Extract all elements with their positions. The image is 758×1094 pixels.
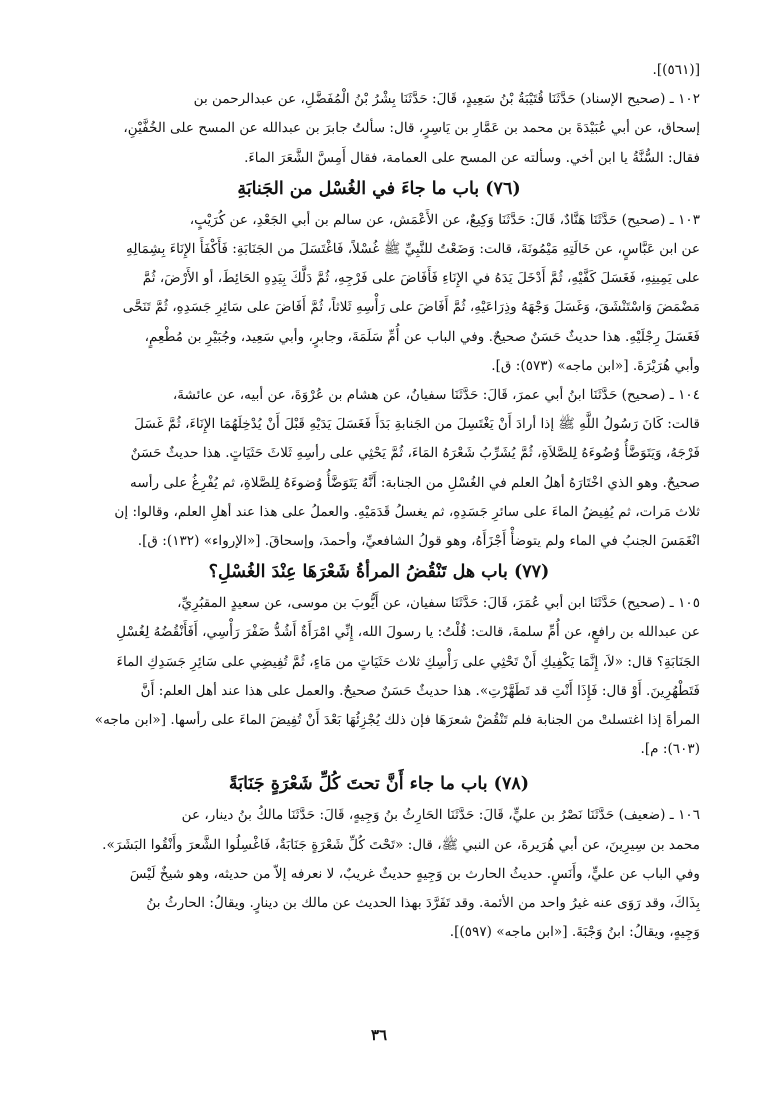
hadith-104-line-1: ١٠٤ ـ (صحيح) حَدَّثَنَا ابنُ أبي عمرَ، قَالَ: حَدَّثَنَا سفيانُ، عن هشام بن عُرْوَةَ، عن أبيه، عن عائشةَ،: [172, 387, 700, 404]
hadith-105-line-5: المرأةَ إذا اغتسلتْ من الجنابة فلم تَنْقُضْ شعرَهَا فإن ذلك يُجْزِئُهَا بَعْدَ أَنْ تُفِيضَ الماءَ على رأسها. [«ابن ماجه»: [94, 712, 700, 729]
hadith-103-line-1: ١٠٣ ـ (صحيح) حَدَّثَنَا هَنَّادٌ، قَالَ: حَدَّثَنَا وَكِيعٌ، عن الأَعْمَش، عن سالم بن أبي الجَعْدِ، عن كُرَيْبٍ،: [189, 211, 700, 228]
hadith-106-line-3: وفي الباب عن عليٍّ، وأَنَسٍ. حديثُ الحارث بن وَجِيهٍ حديثٌ غريبٌ، لا نعرفه إلاّ من حديثه، وهو شيخٌ لَيْسَ: [129, 865, 700, 882]
hadith-104-line-4: صحيحٌ. وهو الذي اخْتَارَهُ أهلُ العلم في الغُسْلِ من الجنابة: أَنَّهُ يَتَوَضَّأُ وُضوءَهُ لِلصَّلاةِ، ثم يُفْرِغُ على رأسه: [130, 474, 700, 491]
hadith-104-line-5: ثلاث مَرات، ثم يُفِيضُ الماءَ على سائرِ جَسَدِهِ، ثم يغسلُ قَدَمَيْهِ. والعملُ على هذا عند أهلِ العلم، وقالوا: إن: [114, 503, 700, 520]
hadith-103-line-2: عن ابن عَبَّاسٍ، عن خَالَتِهِ مَيْمُونَةَ، قالت: وَضَعْتُ للنَّبِيِّ ﷺ غُسْلاً، فَاغْتَسَلَ من الجَنَابَةِ: فَأَكْفَأَ الإِنَاءَ بِشِمَالِهِ: [126, 241, 700, 258]
hadith-105-line-6: (٦٠٣): م].: [640, 741, 700, 758]
hadith-105-line-3: الجَنَابَةِ؟ قال: «لاَ، إِنَّمَا يَكْفِيكِ أَنْ تَحْثِي على رَأْسِكِ ثلاث حَثَيَاتٍ من مَاءٍ، ثُمَّ تُفِيضِي على سَائِرِ جَسَدِكِ الماءَ: [116, 653, 700, 670]
hadith-104-line-2: قالت: كَانَ رَسُولُ اللَّهِ ﷺ إذا أرادَ أَنْ يَغْتَسِلَ من الجَنابةِ بَدَأَ فَغَسَلَ يَدَيْهِ قَبْلَ أَنْ يُدْخِلَهُمَا الإِنَاءَ، ثُمَّ غَسَلَ: [134, 416, 700, 433]
chapter-heading-78: (٧٨) باب ما جاء أَنَّ تحتَ كُلِّ شَعْرَةٍ جَنَابَةً: [228, 774, 530, 795]
hadith-103-line-4: مَضْمَضَ وَاسْتَنْشَقَ، وَغَسَلَ وَجْهَهُ وذِرَاعَيْهِ، ثُمَّ أَفَاضَ على رَأْسِهِ ثَلاثاً، ثُمَّ أَفَاضَ على سَائِرِ جَسَدِهِ، ثُمَّ تَنَحَّى: [122, 299, 700, 316]
hadith-106-line-4: بِذَاكَ، وقد رَوَى عنه غيرُ واحد من الأئمة. وقد تَفَرَّدَ بهذا الحديث عن مالك بن دينارٍ. ويقالُ: الحارثُ بنُ: [146, 895, 700, 912]
hadith-102-line-3: فقال: السُّنَّةُ يا ابن أخي. وسألته عن المسح على العمامة، فقال أَمِسَّ الشَّعَرَ الماءَ.: [244, 149, 700, 166]
top-reference: [(٥٦١)].: [652, 62, 700, 78]
hadith-106-line-1: ١٠٦ ـ (ضعيف) حَدَّثَنَا نَصْرُ بن عليٍّ، قَالَ: حَدَّثَنَا الحَارِثُ بنُ وَجِيهٍ، قَالَ: حَدَّثَنَا مالكُ بنُ دينار، عن: [181, 807, 700, 824]
hadith-105-line-2: عن عبدالله بن رافعٍ، عن أُمِّ سلمةَ، قالت: قُلْتُ: يا رسولَ الله، إِنِّي امْرَأَةٌ أَشُدُّ ضَفْرَ رَأْسِي، أَفَأَنْقُضُهُ لِغُسْلِ: [116, 624, 700, 641]
hadith-104-line-3: فَرْجَهُ، وَيَتَوَضَّأُ وُضُوءَهُ لِلصَّلاَةِ، ثُمَّ يُشَرِّبُ شَعْرَهُ المَاءَ، ثُمَّ يَحْثِي على رأسِهِ ثَلاثَ حَثَيَاتٍ. هذا حديثٌ حَسَنٌ: [130, 445, 700, 462]
hadith-102-line-1: ١٠٢ ـ (صحيح الإسناد) حَدَّثَنَا قُتَيْبَةُ بْنُ سَعِيدٍ، قَالَ: حَدَّثَنَا بِشْرُ بْنُ الْمُفَضَّلِ، عن عبدالرحمن بن: [193, 91, 700, 108]
hadith-105-line-4: فَتَطْهُرِينَ. أَوْ قال: فَإِذَا أَنْتِ قد تَطَهَّرْتِ». هذا حديثٌ حَسَنٌ صحيحٌ. والعمل على هذا عند أهل العلم: أَنَّ: [140, 682, 700, 699]
hadith-106-line-5: وَجِيهٍ، ويقالُ: ابنُ وَجْبَةَ. [«ابن ماجه» (٥٩٧)].: [449, 924, 700, 941]
hadith-103-line-3: على يَمِينِهِ، فَغَسَلَ كَفَّيْهِ، ثُمَّ أَدْخَلَ يَدَهُ في الإِنَاءِ فَأَفَاضَ على فَرْجِهِ، ثُمَّ دَلَّكَ بِيَدِهِ الحَائِطَ، أو الأَرْضَ، ثُمَّ: [142, 270, 700, 287]
hadith-105-line-1: ١٠٥ ـ (صحيح) حَدَّثَنَا ابن أبي عُمَرَ، قَالَ: حَدَّثَنَا سفيان، عن أَيُّوبَ بن موسى، عن سعيدٍ المقبُرِيِّ،: [177, 595, 700, 612]
hadith-104-line-6: انْغَمَسَ الجنبُ في الماء ولم يتوضأْ أَجْزَأَهُ، وهو قولُ الشافعيِّ، وأحمدَ، وإسحاقَ. [«الإرواء» (١٣٢): ق].: [137, 533, 700, 550]
chapter-heading-77: (٧٧) باب هل تَنْقُضُ المرأةُ شَعْرَهَا عِنْدَ الغُسْلِ؟: [208, 562, 550, 583]
hadith-102-line-2: إسحاق، عن أبي عُبَيْدَةَ بن محمد بن عَمَّارِ بن يَاسِرٍ، قال: سألتُ جابرَ بن عبدالله عن المسح على الخُفَّيْنِ،: [123, 120, 700, 137]
chapter-heading-76: (٧٦) باب ما جاءَ في الغُسْل من الجَنابَةِ: [237, 178, 521, 199]
hadith-103-line-5: فَغَسَلَ رِجْلَيْهِ. هذا حديثٌ حَسَنٌ صحيحٌ. وفي الباب عن أُمِّ سَلَمَةَ، وجابرٍ، وأبي سَعِيد، وجُبَيْرِ بن مُطْعِمٍ،: [144, 328, 700, 345]
hadith-106-line-2: محمد بن سِيرِينَ، عن أبي هُرَيرةَ، عن النبي ﷺ، قال: «تَحْتَ كُلِّ شَعْرَةٍ جَنَابَةٌ، فَاغْسِلُوا الشَّعرَ وأَنْقُوا البَشَرَ».: [102, 836, 700, 853]
hadith-103-line-6: وأبي هُرَيْرَةَ. [«ابن ماجه» (٥٧٣): ق].: [491, 357, 700, 374]
page-number: ٣٦: [370, 1026, 388, 1044]
